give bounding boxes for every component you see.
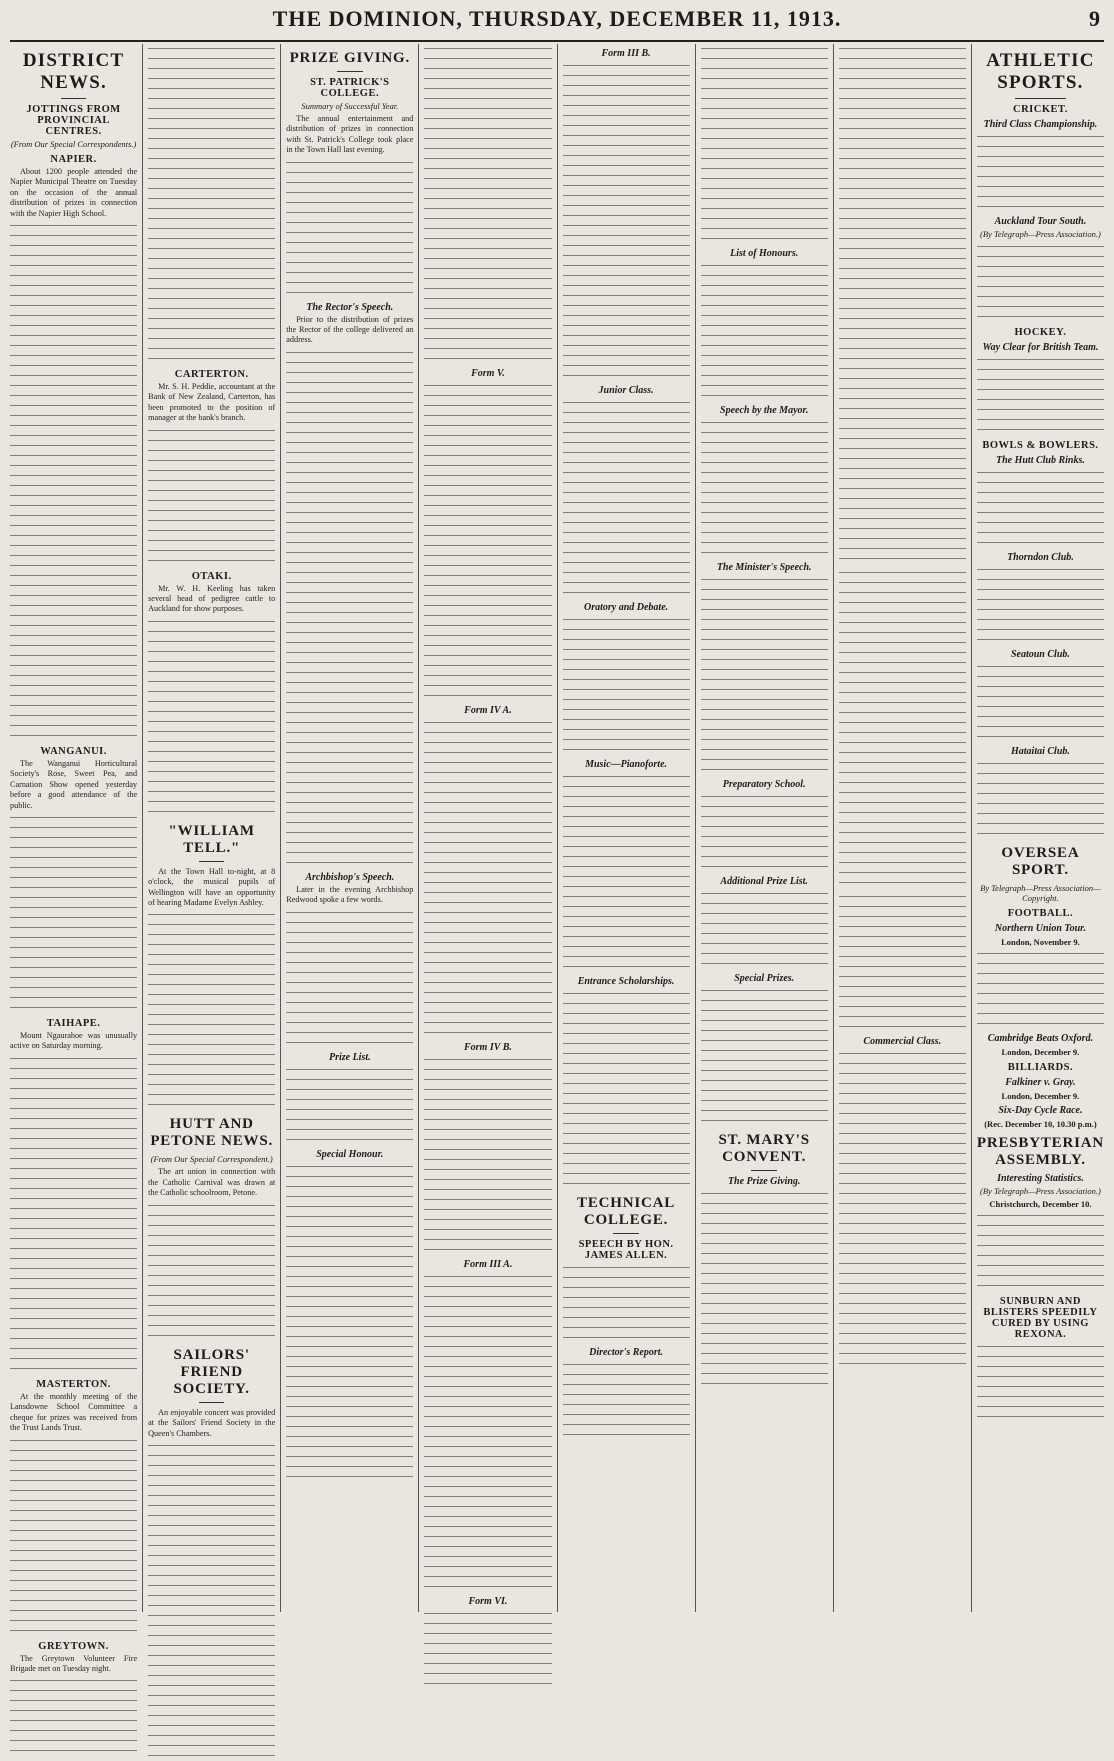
entrance-scholarships-heading: Entrance Scholarships. xyxy=(577,976,675,987)
article-body xyxy=(10,1676,137,1756)
divider xyxy=(199,861,224,862)
interesting-statistics-heading: Interesting Statistics. xyxy=(997,1173,1084,1184)
correspondent-credit: (From Our Special Correspondent.) xyxy=(150,1154,273,1165)
press-credit: By Telegraph—Press Association—Copyright. xyxy=(980,883,1101,903)
st-marys-convent-heading: ST. MARY'S CONVENT. xyxy=(718,1132,810,1165)
falkiner-gray-heading: Falkiner v. Gray. xyxy=(1005,1077,1076,1088)
article-body xyxy=(424,381,551,701)
article-text: About 1200 people attended the Napier Municipal Theatre on Tuesday on the occasion of the annual distribution of prizes in connection with the Napier High School. xyxy=(10,167,138,218)
article-body xyxy=(563,61,690,381)
article-body xyxy=(148,1201,275,1341)
article-body xyxy=(286,158,413,298)
directors-report-heading: Director's Report. xyxy=(589,1347,663,1358)
column-3 xyxy=(280,44,418,1612)
form-ivb-heading: Form IV B. xyxy=(463,1042,512,1053)
column-5 xyxy=(557,44,695,1612)
additional-prize-list-heading: Additional Prize List. xyxy=(720,876,808,887)
article-body xyxy=(977,355,1104,435)
article-body xyxy=(701,986,828,1126)
correspondent-credit: (From Our Special Correspondents.) xyxy=(10,139,137,149)
special-honour-heading: Special Honour. xyxy=(316,1148,384,1160)
form-vi-heading: Form VI. xyxy=(468,1596,508,1607)
junior-class-heading: Junior Class. xyxy=(598,385,654,396)
dateline: London, November 9. xyxy=(1001,937,1080,947)
form-iiia-heading: Form III A. xyxy=(463,1259,513,1270)
sailors-friend-heading: SAILORS' FRIEND SOCIETY. xyxy=(173,1346,250,1397)
article-body xyxy=(10,1054,137,1374)
column-8 xyxy=(971,44,1104,1612)
article-body xyxy=(977,1211,1104,1291)
technical-college-heading: TECHNICAL COLLEGE. xyxy=(577,1195,676,1228)
columns xyxy=(10,44,1104,1673)
article-body xyxy=(977,242,1104,322)
hutt-petone-heading: HUTT AND PETONE NEWS. xyxy=(150,1116,274,1150)
hockey-heading: HOCKEY. xyxy=(1014,327,1067,338)
dateline: London, December 9. xyxy=(1001,1091,1080,1101)
article-text: An enjoyable concert was provided at the Sailors' Friend Society in the Queen's Chambers. xyxy=(148,1407,276,1438)
minister-speech-heading: The Minister's Speech. xyxy=(716,562,812,573)
special-prizes-heading: Special Prizes. xyxy=(734,973,795,984)
third-class-heading: Third Class Championship. xyxy=(983,119,1098,130)
article-body xyxy=(977,949,1104,1029)
article-body xyxy=(839,568,966,888)
article-body xyxy=(977,132,1104,212)
article-body xyxy=(701,792,828,872)
oversea-sport-heading: OVERSEA SPORT. xyxy=(1001,845,1080,878)
article-body xyxy=(563,615,690,755)
article-text: At the Town Hall to-night, at 8 o'clock, the musical pupils of Wellington will have an opportunity of hearing Madame Evelyn Ashley. xyxy=(148,866,276,908)
article-body xyxy=(701,44,828,244)
press-credit: (By Telegraph—Press Association.) xyxy=(980,229,1101,239)
article-body xyxy=(839,1049,966,1369)
oratory-debate-heading: Oratory and Debate. xyxy=(583,602,669,613)
column-4 xyxy=(418,44,556,1612)
column-1 xyxy=(10,44,142,1673)
article-text: Mount Ngaurahoe was unusually active on Saturday morning. xyxy=(10,1031,138,1051)
archbishop-speech-heading: Archbishop's Speech. xyxy=(305,871,395,883)
summary-subheading: Summary of Successful Year. xyxy=(301,101,399,111)
article-text: The Greytown Volunteer Fire Brigade met on Tuesday night. xyxy=(10,1653,138,1673)
divider xyxy=(199,1402,224,1403)
form-iiib-heading: Form III B. xyxy=(601,48,651,59)
masterton-heading: MASTERTON. xyxy=(36,1378,111,1390)
wanganui-heading: WANGANUI. xyxy=(40,746,107,758)
article-body xyxy=(148,426,275,566)
rexona-advert-heading: SUNBURN AND BLISTERS SPEEDILY CURED BY USING REXONA. xyxy=(983,1296,1098,1340)
list-of-honours-heading: List of Honours. xyxy=(730,248,799,259)
dateline: London, December 9. xyxy=(1001,1047,1080,1057)
prize-list-heading: Prize List. xyxy=(328,1051,371,1063)
advert-body xyxy=(977,1342,1104,1422)
northern-union-heading: Northern Union Tour. xyxy=(994,923,1086,934)
article-text: The annual entertainment and distribution of prizes in connection with St. Patrick's College took place in the Town Hall last evening. xyxy=(286,114,414,155)
presbyterian-assembly-heading: PRESBYTERIAN ASSEMBLY. xyxy=(976,1135,1104,1168)
divider xyxy=(613,1233,638,1234)
otaki-heading: OTAKI. xyxy=(191,570,232,582)
hutt-club-heading: The Hutt Club Rinks. xyxy=(995,455,1085,466)
divider xyxy=(751,1170,776,1171)
article-body xyxy=(286,1065,413,1145)
preparatory-school-heading: Preparatory School. xyxy=(722,779,806,790)
article-body xyxy=(563,989,690,1189)
article-body xyxy=(286,908,413,1048)
way-clear-heading: Way Clear for British Team. xyxy=(982,342,1099,353)
article-text: Mr. W. H. Keeling has taken several head of pedigree cattle to Auckland for show purposes. xyxy=(148,583,276,614)
form-iva-heading: Form IV A. xyxy=(464,705,512,716)
divider xyxy=(1015,98,1066,99)
article-body xyxy=(424,1609,551,1689)
st-patricks-subheading: ST. PATRICK'S COLLEGE. xyxy=(310,77,390,99)
article-text: Prior to the distribution of prizes the Rector of the college delivered an address. xyxy=(286,314,414,345)
jottings-subheading: JOTTINGS FROM PROVINCIAL CENTRES. xyxy=(26,104,121,137)
greytown-heading: GREYTOWN. xyxy=(38,1640,109,1652)
article-body xyxy=(10,221,137,741)
mayor-speech-heading: Speech by the Mayor. xyxy=(720,405,809,416)
column-6 xyxy=(695,44,833,1612)
district-news-heading: DISTRICT NEWS. xyxy=(22,50,125,93)
football-heading: FOOTBALL. xyxy=(1007,908,1074,919)
auckland-tour-heading: Auckland Tour South. xyxy=(994,216,1087,227)
article-body xyxy=(977,468,1104,548)
bowls-heading: BOWLS & BOWLERS. xyxy=(982,440,1099,451)
press-credit: (By Telegraph—Press Association.) xyxy=(980,1186,1101,1196)
article-text: The Wanganui Horticultural Society's Rose, Sweet Pea, and Carnation Show opened yesterday before a good attendance of the public. xyxy=(10,759,138,810)
form-v-heading: Form V. xyxy=(471,368,505,379)
article-body xyxy=(563,1360,690,1440)
taihape-heading: TAIHAPE. xyxy=(46,1018,101,1030)
article-body xyxy=(148,1441,275,1761)
divider xyxy=(337,71,362,72)
hataitai-club-heading: Hataitai Club. xyxy=(1010,746,1070,757)
william-tell-heading: "WILLIAM TELL." xyxy=(168,822,255,856)
article-body xyxy=(424,1055,551,1255)
article-text: The art union in connection with the Catholic Carnival was drawn at the Catholic schoolroom, Petone. xyxy=(148,1167,276,1198)
napier-heading: NAPIER. xyxy=(50,154,97,165)
article-body xyxy=(701,575,828,775)
page-number: 9 xyxy=(1089,6,1100,31)
article-body xyxy=(839,44,966,564)
article-body xyxy=(286,348,413,868)
masthead-title: THE DOMINION, THURSDAY, DECEMBER 11, 1913. xyxy=(272,6,842,31)
column-7 xyxy=(833,44,971,1612)
article-body xyxy=(977,565,1104,645)
article-body xyxy=(701,261,828,401)
athletic-sports-heading: ATHLETIC SPORTS. xyxy=(986,50,1095,93)
cricket-heading: CRICKET. xyxy=(1013,104,1068,115)
article-body xyxy=(977,662,1104,742)
column-2 xyxy=(142,44,280,1612)
rector-speech-heading: The Rector's Speech. xyxy=(306,301,394,313)
carterton-heading: CARTERTON. xyxy=(174,369,249,380)
article-body xyxy=(148,44,275,364)
dateline: Christchurch, December 10. xyxy=(989,1199,1092,1209)
article-text: Later in the evening Archbishop Redwood spoke a few words. xyxy=(286,884,414,905)
article-body xyxy=(701,889,828,969)
article-text: At the monthly meeting of the Lansdowne School Committee a cheque for prizes was received from the Trust Lands Trust. xyxy=(10,1391,138,1433)
article-body xyxy=(563,398,690,598)
article-body xyxy=(701,1189,828,1389)
prize-giving-subheading: The Prize Giving. xyxy=(727,1176,801,1187)
music-pianoforte-heading: Music—Pianoforte. xyxy=(585,759,668,770)
article-body xyxy=(148,617,275,817)
article-body xyxy=(148,910,275,1110)
cambridge-oxford-heading: Cambridge Beats Oxford. xyxy=(987,1033,1094,1044)
article-body xyxy=(839,892,966,1032)
dateline: (Rec. December 10, 10.30 p.m.) xyxy=(984,1119,1097,1129)
article-body xyxy=(563,1263,690,1343)
seatoun-club-heading: Seatoun Club. xyxy=(1010,649,1070,660)
article-body xyxy=(10,1436,137,1636)
article-body xyxy=(10,813,137,1013)
six-day-cycle-heading: Six-Day Cycle Race. xyxy=(998,1105,1083,1116)
article-body xyxy=(286,1162,413,1482)
billiards-heading: BILLIARDS. xyxy=(1007,1062,1074,1073)
article-body xyxy=(701,418,828,558)
allen-speech-subheading: SPEECH BY HON. JAMES ALLEN. xyxy=(578,1239,674,1261)
article-body xyxy=(424,44,551,364)
masthead xyxy=(10,0,1104,42)
article-body xyxy=(424,1272,551,1592)
divider xyxy=(61,98,86,99)
article-body xyxy=(563,772,690,972)
prize-giving-heading: PRIZE GIVING. xyxy=(289,50,411,66)
article-text: Mr. S. H. Peddie, accountant at the Bank of New Zealand, Carterton, has been promoted to the position of manager at the bank's branch. xyxy=(148,382,276,423)
commercial-class-heading: Commercial Class. xyxy=(863,1036,942,1047)
article-body xyxy=(977,759,1104,839)
article-body xyxy=(424,718,551,1038)
thorndon-club-heading: Thorndon Club. xyxy=(1007,552,1074,563)
